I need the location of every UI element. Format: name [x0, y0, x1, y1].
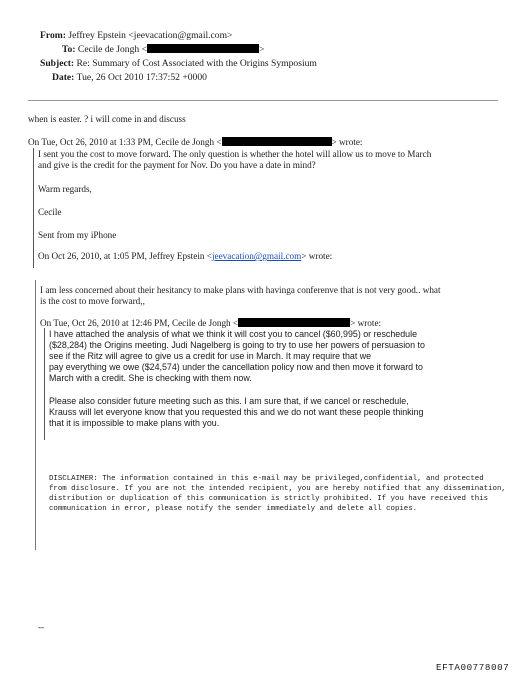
- redaction-bar: [147, 44, 259, 53]
- quote2-line2: is the cost to move forward,,: [40, 296, 145, 306]
- disclaimer-line4: communication in error, please notify the sender immediately and delete all copies.: [49, 505, 418, 513]
- quote2-line1: I am less concerned about their hesitancy to make plans with havinga conferenve that is not very good.. what: [40, 285, 441, 295]
- subject-value: Re: Summary of Cost Associated with the Origins Symposium: [76, 58, 317, 69]
- quote1-rule: [33, 148, 34, 268]
- quote3-intro-suffix: > wrote:: [350, 318, 382, 328]
- header-subject: [40, 58, 317, 70]
- disclaimer-line3: distribution or duplication of this communication is strictly prohibited. If you have received this: [49, 495, 489, 503]
- header-from: [40, 30, 232, 42]
- quote1-intro2-suffix: > wrote:: [301, 251, 333, 261]
- quote3-p1-line3: see if the Ritz will agree to give us a credit for use in March. It may require that we: [49, 351, 372, 361]
- quote2-rule: [35, 280, 36, 550]
- quote3-p2-line2: Krauss will let everyone know that you requested this and we do not want these people thinking: [49, 407, 424, 417]
- date-value: Tue, 26 Oct 2010 17:37:52 +0000: [76, 72, 207, 83]
- quote1-intro2: [38, 251, 332, 263]
- to-suffix: >: [259, 44, 265, 55]
- quote1-line1: I sent you the cost to move forward. The only question is whether the hotel will allow us to move to March: [38, 149, 432, 159]
- quote1-sent: Sent from my iPhone: [38, 230, 117, 240]
- header-to: [62, 44, 264, 56]
- quote1-line2: and give is the credit for the payment for Nov. Do you have a date in mind?: [38, 160, 316, 170]
- quote1-intro-suffix: > wrote:: [331, 137, 363, 147]
- redaction-bar: [222, 137, 332, 146]
- header-divider: [28, 100, 498, 101]
- bates-number: EFTA00778007: [436, 662, 510, 673]
- quote3-intro-prefix: On Tue, Oct 26, 2010 at 12:46 PM, Cecile de Jongh <: [40, 318, 239, 328]
- from-value: Jeffrey Epstein <jeevacation@gmail.com>: [68, 30, 233, 41]
- disclaimer-line2: from disclosure. If you are not the intended recipient, you are hereby notified that any dissemination,: [49, 485, 506, 493]
- to-prefix: Cecile de Jongh <: [77, 44, 148, 55]
- email-link[interactable]: jeevacation@gmail.com: [211, 251, 302, 261]
- quote3-p2-line3: that it is impossible to make plans with you.: [49, 418, 220, 428]
- disclaimer-line1: DISCLAIMER: The information contained in this e-mail may be privileged,confidential, and protected: [49, 475, 484, 483]
- quote1-intro-prefix: On Tue, Oct 26, 2010 at 1:33 PM, Cecile de Jongh <: [28, 137, 222, 147]
- date-label: Date:: [52, 72, 75, 83]
- quote1-intro2-prefix: On Oct 26, 2010, at 1:05 PM, Jeffrey Epstein <: [38, 251, 212, 261]
- from-label: From:: [40, 30, 66, 41]
- header-date: [52, 72, 207, 84]
- signature-dash: --: [38, 622, 45, 632]
- quote3-p1-line2: ($28,284) the Origins meeting. Judi Nagelberg is going to try to use her powers of persuasion to: [49, 340, 425, 350]
- quote3-p1-line1: I have attached the analysis of what we think it will cost you to cancel ($60,995) or reschedule: [49, 329, 418, 339]
- quote3-rule: [44, 328, 45, 440]
- reply-text: when is easter. ? i will come in and discuss: [28, 114, 186, 124]
- quote1-regards: Warm regards,: [38, 184, 92, 194]
- quote3-p1-line5: March with a credit. She is checking with them now.: [49, 373, 252, 383]
- quote3-intro: [40, 318, 381, 330]
- quote1-intro: [28, 137, 362, 149]
- subject-label: Subject:: [40, 58, 75, 69]
- quote1-name: Cecile: [38, 207, 62, 217]
- quote3-p2-line1: Please also consider future meeting such as this. I am sure that, if we cancel or reschedule,: [49, 396, 409, 406]
- quote3-p1-line4: pay everything we owe ($24,574) under the cancellation policy now and then move it forward to: [49, 362, 423, 372]
- redaction-bar: [238, 318, 350, 327]
- to-label: To:: [62, 44, 76, 55]
